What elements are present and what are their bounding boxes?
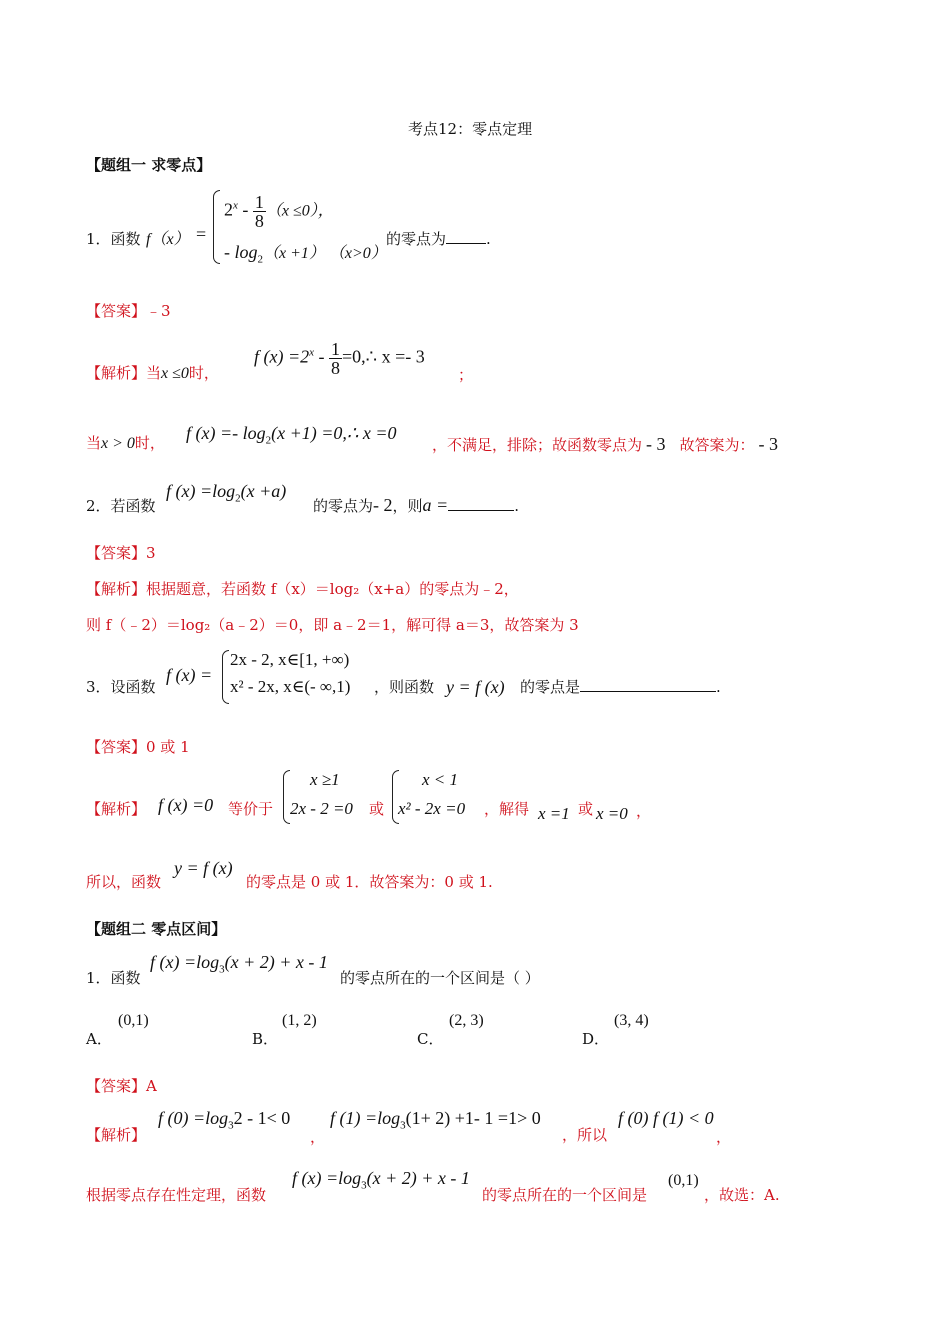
- text2: 的零点是: [520, 678, 581, 696]
- case1-minus: -: [237, 199, 253, 220]
- analysis-1-2-line2: 则 f（﹣2）＝log₂（a﹣2）＝0，即 a﹣2＝1，解可得 a＝3，故答案为 3: [86, 616, 579, 634]
- condition: x > 0: [101, 435, 135, 452]
- analysis-label: 【解析】: [86, 1126, 147, 1144]
- solution-2: x =0: [596, 804, 628, 823]
- semicolon: ；: [458, 366, 474, 384]
- analysis-text-2: [432, 434, 778, 455]
- case2-sub: 2: [257, 253, 263, 266]
- end-punct: .: [716, 678, 721, 696]
- function-name: f (x) =: [166, 665, 213, 685]
- conclusion-b: 的零点是 0 或 1．故答案为：0 或 1.: [246, 873, 493, 891]
- piecewise-brace: [213, 190, 220, 264]
- value: - 2: [373, 495, 393, 515]
- func-sub: 2: [235, 492, 241, 505]
- equation-1: [158, 1108, 290, 1132]
- conclusion-func: y = f (x): [174, 858, 233, 878]
- function-name: f（x）: [146, 231, 190, 248]
- answer-1-2: 【答案】3: [86, 544, 156, 562]
- when-text: 当: [86, 434, 102, 452]
- option-c-label[interactable]: C．: [417, 1030, 444, 1048]
- solve-text: ，解得: [484, 800, 530, 818]
- conclusion-interval: (0,1): [668, 1172, 699, 1189]
- so-text: ，所以: [562, 1126, 608, 1144]
- conclusion-a: 根据零点存在性定理，函数: [86, 1186, 267, 1204]
- option-b-label[interactable]: B．: [252, 1030, 279, 1048]
- piecewise-case-1: 2x - 2, x∈[1, +∞): [230, 650, 350, 669]
- solution-1: x =1: [538, 804, 570, 823]
- question-number: 3．设函数: [86, 678, 156, 696]
- analysis-1-2-line1: 【解析】根据题意，若函数 f（x）＝log₂（x+a）的零点为﹣2，: [86, 580, 519, 598]
- answer-2-1: 【答案】A: [86, 1077, 157, 1095]
- text: ，不满足，排除；故函数零点为: [432, 436, 643, 454]
- question-text: [313, 495, 519, 516]
- system2-line1: x < 1: [422, 770, 459, 789]
- eq2: f (1) =log: [330, 1108, 401, 1128]
- analysis-label-text: 【解析】当: [86, 364, 162, 382]
- eq-left: f (x) =2: [254, 346, 310, 367]
- comma: ，: [636, 802, 652, 820]
- answer-1-3: 【答案】0 或 1: [86, 738, 190, 756]
- system-brace-1: [283, 770, 290, 824]
- eq-exp: x: [309, 346, 315, 359]
- fraction: [253, 193, 266, 230]
- conclusion-c: ，故选：A.: [704, 1186, 780, 1204]
- system2-line2: x² - 2x =0: [398, 799, 466, 818]
- eq-rest: (x +1) =0,∴ x =0: [271, 423, 397, 443]
- eq1-sub: 3: [228, 1119, 234, 1132]
- comma-2: ，: [716, 1128, 732, 1146]
- fraction: [329, 340, 342, 377]
- end-punct: .: [486, 230, 491, 248]
- answer-blank[interactable]: [446, 243, 486, 244]
- or-text: 或: [369, 800, 385, 818]
- function-y: y = f (x): [446, 677, 505, 697]
- piecewise-brace: [222, 650, 229, 704]
- func-rest: (x + 2) + x - 1: [366, 1168, 470, 1188]
- option-a-label[interactable]: A．: [86, 1030, 112, 1048]
- piecewise-case-2: x² - 2x, x∈(- ∞,1): [230, 677, 351, 696]
- func: f (x) =log: [150, 952, 220, 972]
- option-a-value[interactable]: (0,1): [118, 1012, 149, 1029]
- answer-blank[interactable]: [580, 691, 716, 692]
- eq-minus: -: [314, 346, 330, 367]
- func: f (x) =log: [292, 1168, 362, 1188]
- group1-header: 【题组一 求零点】: [86, 156, 212, 174]
- equivalent-text: 等价于: [228, 800, 274, 818]
- analysis-line-2: [86, 432, 165, 453]
- piecewise-case-2: [224, 240, 387, 266]
- question-number: 1．函数: [86, 230, 141, 248]
- text2: 故答案为：: [679, 436, 755, 454]
- frac-den: 8: [331, 358, 341, 378]
- func-sub: 3: [219, 963, 225, 976]
- comma-1: ，: [310, 1128, 326, 1146]
- func-rest: (x +a): [240, 481, 287, 501]
- frac-num: 1: [331, 339, 341, 359]
- function-expression: [150, 952, 328, 976]
- option-d-label[interactable]: D．: [582, 1030, 610, 1048]
- frac-den: 8: [254, 211, 264, 231]
- analysis-equation: [254, 340, 425, 377]
- variable: a =: [422, 495, 449, 515]
- option-c-value[interactable]: (2, 3): [449, 1012, 484, 1029]
- answer-1-1: 【答案】﹣3: [86, 302, 171, 320]
- suffix-text: 的零点为: [386, 230, 447, 248]
- eq-sub: 2: [265, 434, 272, 447]
- question-text: 的零点所在的一个区间是（ ）: [340, 969, 540, 987]
- question-text-2: [520, 676, 721, 697]
- equation-3: f (0) f (1) < 0: [618, 1108, 714, 1128]
- func: f (x) =log: [166, 481, 236, 501]
- function-expression: [166, 481, 286, 505]
- question-text-1: ，则函数: [374, 678, 435, 696]
- func-rest: (x + 2) + x - 1: [224, 952, 328, 972]
- analysis-label: [86, 362, 219, 383]
- case1-base: 2: [224, 199, 233, 220]
- group2-header: 【题组二 零点区间】: [86, 920, 227, 938]
- equals-sign: =: [196, 224, 207, 244]
- system1-line1: x ≥1: [310, 770, 340, 789]
- analysis-label: 【解析】: [86, 800, 147, 818]
- func-sub: 3: [361, 1179, 367, 1192]
- analysis-equation-2: [186, 423, 396, 447]
- condition: x ≤0: [161, 365, 189, 382]
- system1-line2: 2x - 2 =0: [290, 799, 353, 818]
- value: - 3: [646, 434, 666, 454]
- question-number: 1．函数: [86, 969, 141, 987]
- conclusion-b: 的零点所在的一个区间是: [482, 1186, 648, 1204]
- page-title: 考点12：零点定理: [408, 120, 533, 138]
- value2: - 3: [758, 434, 779, 454]
- answer-blank[interactable]: [448, 510, 514, 511]
- case2-rest: （x +1） （x>0）: [263, 245, 387, 262]
- text2: ，则: [392, 497, 423, 515]
- eq1-rest: 2 - 1< 0: [233, 1108, 291, 1128]
- option-b-value[interactable]: (1, 2): [282, 1012, 317, 1029]
- equation-2: [330, 1108, 541, 1132]
- conclusion-a: 所以，函数: [86, 873, 162, 891]
- time-text: 时，: [134, 434, 165, 452]
- piecewise-case-1: [224, 193, 334, 230]
- question-text: [386, 228, 491, 249]
- eq-right: =0,∴ x =- 3: [342, 346, 425, 367]
- frac-num: 1: [254, 192, 264, 212]
- conclusion-func: [292, 1168, 470, 1192]
- eq: f (x) =- log: [186, 423, 266, 443]
- or-text-2: 或: [578, 800, 594, 818]
- text1: 的零点为: [313, 497, 374, 515]
- eq2-rest: (1+ 2) +1- 1 =1> 0: [405, 1108, 541, 1128]
- option-d-value[interactable]: (3, 4): [614, 1012, 649, 1029]
- end-punct: .: [514, 497, 519, 515]
- case1-condition: （x ≤0），: [265, 202, 334, 220]
- eq1: f (0) =log: [158, 1108, 229, 1128]
- case1-exponent: x: [233, 199, 238, 212]
- case2-log: - log: [224, 242, 258, 262]
- equation: f (x) =0: [158, 795, 214, 815]
- when-text: 时，: [188, 364, 219, 382]
- question-number: 2．若函数: [86, 497, 156, 515]
- eq2-sub: 3: [400, 1119, 406, 1132]
